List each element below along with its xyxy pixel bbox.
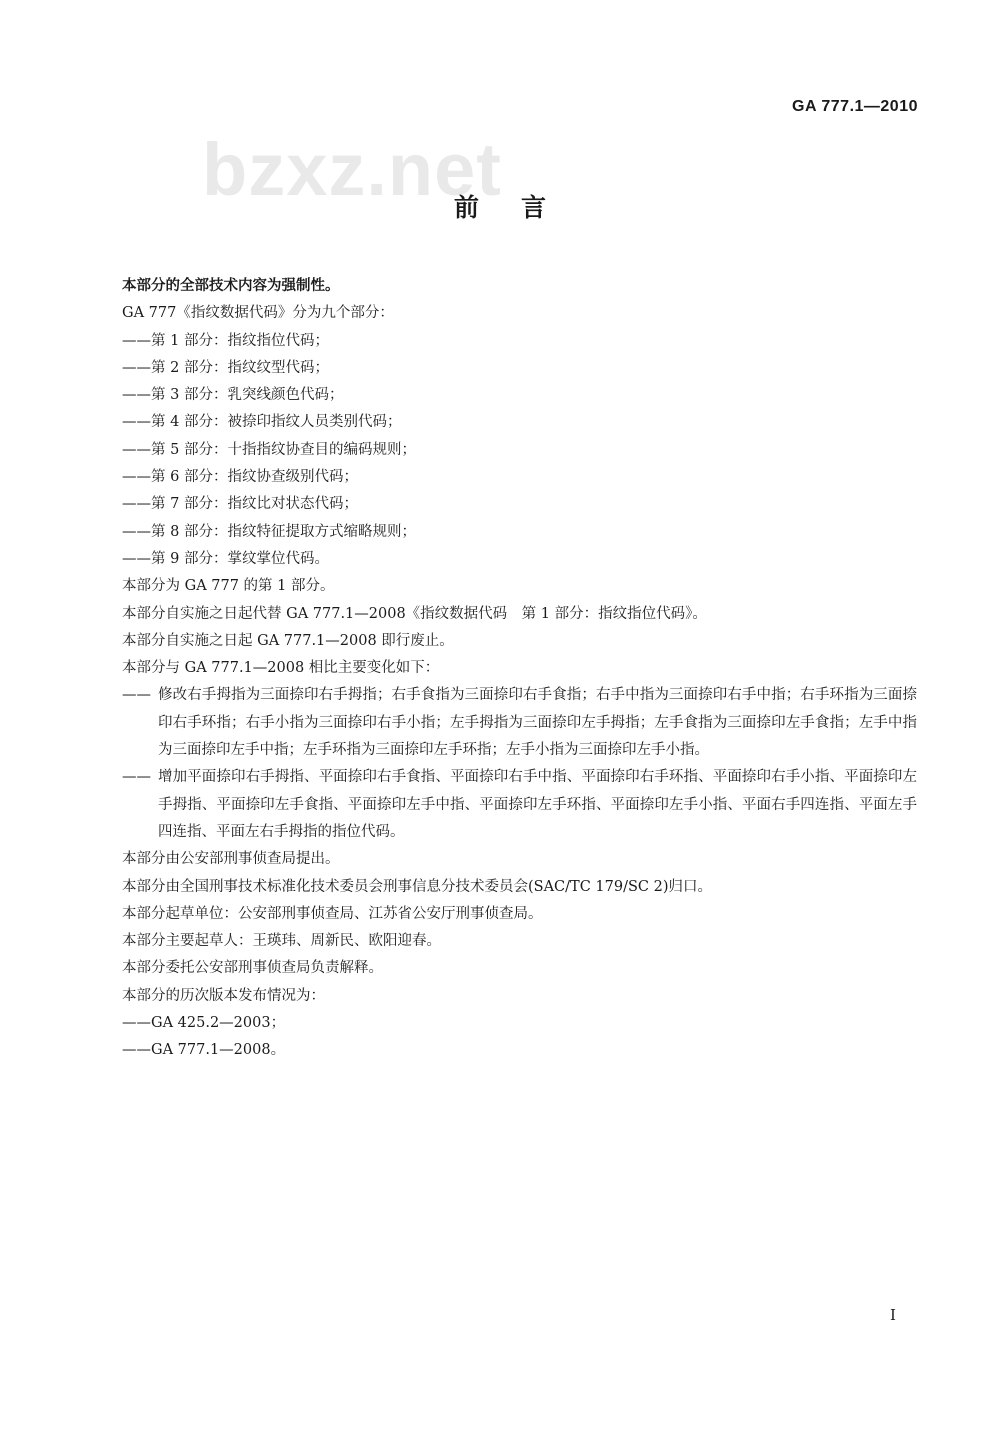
watermark-logo: bzxz.net — [202, 128, 502, 211]
history-item: ——GA 425.2—2003； — [122, 1015, 286, 1032]
change-text: 增加平面捺印右手拇指、平面捺印右手食指、平面捺印右手中指、平面捺印右手环指、平面捺印右手小指、平面捺印左手拇指、平面捺印左手食指、平面捺印左手中指、平面捺印左手环指、平面捺印左手小指、平面右手四连指、平面左手四连指、平面左右手拇指的指位代码。 — [158, 769, 917, 840]
page-title: 前言 — [453, 193, 588, 222]
change-item-modify — [122, 682, 917, 764]
part-list-item: ——第 1 部分：指纹指位代码； — [122, 332, 329, 349]
document-code: GA 777.1—2010 — [792, 98, 918, 115]
part-list-item: ——第 5 部分：十指指纹协查目的编码规则； — [122, 441, 416, 458]
change-item-add — [122, 764, 917, 846]
history-item: ——GA 777.1—2008。 — [122, 1042, 286, 1059]
part-list-item: ——第 7 部分：指纹比对状态代码； — [122, 496, 358, 513]
part-list-item: ——第 6 部分：指纹协查级别代码； — [122, 469, 358, 486]
drafting-units: 本部分起草单位：公安部刑事侦查局、江苏省公安厅刑事侦查局。 — [122, 905, 543, 922]
committee-statement: 本部分由全国刑事技术标准化技术委员会刑事信息分技术委员会(SAC/TC 179/SC 2)归口。 — [122, 878, 712, 895]
part-list-item: ——第 2 部分：指纹纹型代码； — [122, 359, 329, 376]
list-dash: —— — [122, 687, 151, 704]
part-list-item: ——第 9 部分：掌纹掌位代码。 — [122, 550, 329, 567]
replacement-statement: 本部分自实施之日起代替 GA 777.1—2008《指纹数据代码 第 1 部分：指纹指位代码》。 — [122, 605, 707, 622]
list-dash: —— — [122, 769, 151, 786]
document-body — [122, 273, 922, 1065]
proposer-statement: 本部分由公安部刑事侦查局提出。 — [122, 851, 340, 868]
part-list-item: ——第 3 部分：乳突线颜色代码； — [122, 387, 344, 404]
part-list-item: ——第 4 部分：被捺印指纹人员类别代码； — [122, 414, 402, 431]
part-list-item: ——第 8 部分：指纹特征提取方式缩略规则； — [122, 523, 416, 540]
history-intro: 本部分的历次版本发布情况为： — [122, 987, 325, 1004]
drafters: 本部分主要起草人：王瑛玮、周新民、欧阳迎春。 — [122, 933, 441, 950]
changes-intro: 本部分与 GA 777.1—2008 相比主要变化如下： — [122, 660, 440, 677]
page-number: I — [890, 1306, 896, 1324]
parts-intro: GA 777《指纹数据代码》分为九个部分： — [122, 305, 394, 322]
part-statement: 本部分为 GA 777 的第 1 部分。 — [122, 578, 335, 595]
change-text: 修改右手拇指为三面捺印右手拇指；右手食指为三面捺印右手食指；右手中指为三面捺印右手中指；右手环指为三面捺印右手环指；右手小指为三面捺印右手小指；左手拇指为三面捺印左手拇指；左手食指为三面捺印左手食指；左手中指为三面捺印左手中指；左手环指为三面捺印左手环指；左手小指为三面捺印左手小指。 — [158, 687, 917, 759]
abolish-statement: 本部分自实施之日起 GA 777.1—2008 即行废止。 — [122, 632, 454, 649]
interpretation-statement: 本部分委托公安部刑事侦查局负责解释。 — [122, 960, 383, 977]
mandatory-statement: 本部分的全部技术内容为强制性。 — [122, 278, 340, 294]
